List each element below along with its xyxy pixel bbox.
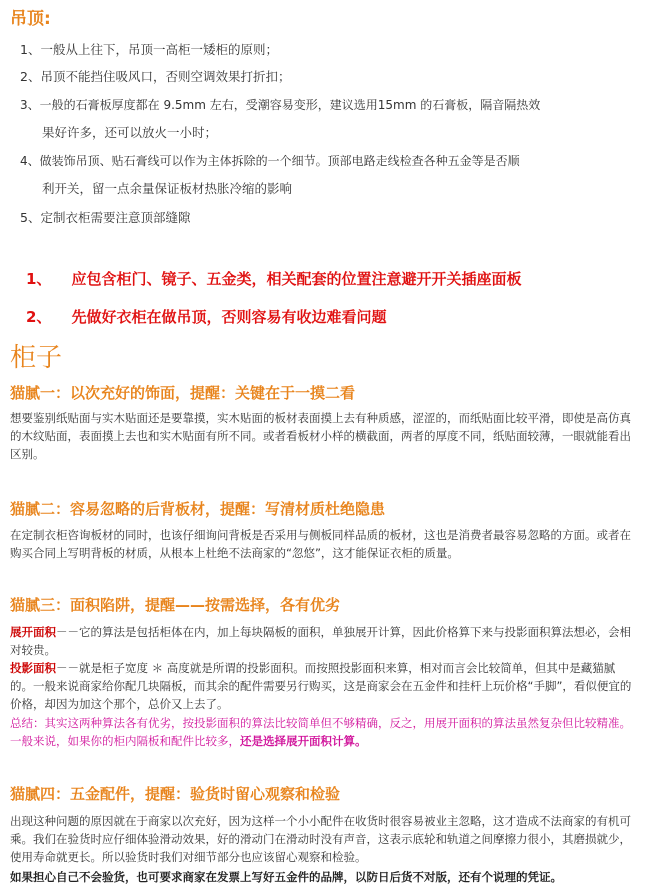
section-4-tail: 如果担心自己不会验货，也可要求商家在发票上写好五金件的品牌，以防日后货不对版，还有个说理的凭证。 xyxy=(10,870,562,884)
section-2-title: 猫腻二：容易忽略的后背板材，提醒：写清材质杜绝隐患 xyxy=(10,500,386,518)
section-1-title: 猫腻一：以次充好的饰面，提醒：关键在于一摸二看 xyxy=(10,384,356,402)
ceiling-item-2 xyxy=(20,67,290,85)
section-2-body: 在定制衣柜咨询板材的同时，也该仔细询问背板是否采用与侧板同样品质的板材，这也是消费者最容易忽略的方面。或者在购买合同上写明背板的材质，从根本上杜绝不法商家的“忽悠”，这才能保证衣柜的质量。 xyxy=(10,528,631,560)
ceiling-note-1 xyxy=(26,268,521,289)
section-4-body: 出现这种问题的原因就在于商家以次充好，因为这样一个小小配件在收货时很容易被业主忽略，这才造成不法商家的有机可乘。我们在验货时应仔细体验滑动效果，好的滑动门在滑动时没有声音，这表示底轮和轨道之间摩擦力很小，其磨损就少，使用寿命就更长。所以验货时我们对细节部分也应该留心观察和检验。 xyxy=(10,814,631,864)
note-text: 先做好衣柜在做吊顶，否则容易有收边难看问题 xyxy=(71,308,387,326)
item-text: 一般从上往下，吊顶一高柜一矮柜的原则； xyxy=(40,42,278,57)
projected-area-text: －－就是柜子宽度 ＊ 高度就是所谓的投影面积。而按照投影面积来算，相对而言会比较简单，但其中是藏猫腻的。一般来说商家给你配几块隔板，而其余的配件需要另行购买，这是商家会在五金件和挂杆上玩价格“手脚”，看似便宜的价格，却因为加这个那个，总价又上去了。 xyxy=(10,661,632,711)
section-4-title: 猫腻四：五金配件，提醒：验货时留心观察和检验 xyxy=(10,785,341,803)
item-number: 1、 xyxy=(20,42,41,57)
cabinet-title: 柜子 xyxy=(10,343,63,373)
summary-text: 总结：其实这两种算法各有优劣，按投影面积的算法比较简单但不够精确，反之，用展开面积的算法虽然复杂但比较精准。一般来说，如果你的柜内隔板和配件比较多， xyxy=(10,716,631,748)
ceiling-note-2 xyxy=(26,306,386,327)
item-number: 2、 xyxy=(20,69,41,84)
item-number: 4、 xyxy=(20,154,40,168)
item-number: 3、 xyxy=(20,98,40,112)
section-1-body: 想要鉴别纸贴面与实木贴面还是要靠摸，实木贴面的板材表面摸上去有种质感，涩涩的，而纸贴面比较平滑，即使是高仿真的木纹贴面，表面摸上去也和实木贴面有所不同。或者看板材小样的横截面，两者的厚度不同，纸贴面较薄，一眼就能看出区别。 xyxy=(10,411,631,461)
ceiling-item-3 xyxy=(20,96,540,113)
expanded-area-text: －－它的算法是包括柜体在内，加上每块隔板的面积，单独展开计算，因此价格算下来与投影面积算法想必，会相对较贵。 xyxy=(10,625,631,657)
term-expanded-area: 展开面积 xyxy=(10,625,56,639)
note-number: 1、 xyxy=(26,270,52,288)
item-text: 吊顶不能挡住吸风口，否则空调效果打折扣； xyxy=(40,69,291,84)
term-projected-area: 投影面积 xyxy=(10,661,56,675)
ceiling-item-4-cont: 利开关，留一点余量保证板材热胀冷缩的影响 xyxy=(42,181,293,196)
item-text: 定制衣柜需要注意顶部缝隙 xyxy=(40,210,191,225)
ceiling-item-1 xyxy=(20,40,278,58)
ceiling-title: 吊顶: xyxy=(10,9,51,29)
section-3-title: 猫腻三：面积陷阱，提醒——按需选择，各有优劣 xyxy=(10,596,341,614)
item-text: 一般的石膏板厚度都在 9.5mm 左右，受潮容易变形，建议选用15mm 的石膏板，隔音隔热效 xyxy=(39,98,541,112)
section-3-summary xyxy=(10,714,635,750)
section-3-expanded-area xyxy=(10,623,635,659)
item-number: 5、 xyxy=(20,210,41,225)
ceiling-item-4 xyxy=(20,152,520,169)
ceiling-item-5 xyxy=(20,208,190,226)
summary-conclusion: 还是选择展开面积计算。 xyxy=(240,734,367,748)
ceiling-item-3-cont: 果好许多，还可以放火一小时； xyxy=(42,125,218,140)
note-number: 2、 xyxy=(26,308,52,326)
item-text: 做装饰吊顶、贴石膏线可以作为主体拆除的一个细节。顶部电路走线检查各种五金等是否顺 xyxy=(39,154,520,168)
section-3-projected-area xyxy=(10,659,635,713)
note-text: 应包含柜门、镜子、五金类，相关配套的位置注意避开开关插座面板 xyxy=(71,270,522,288)
